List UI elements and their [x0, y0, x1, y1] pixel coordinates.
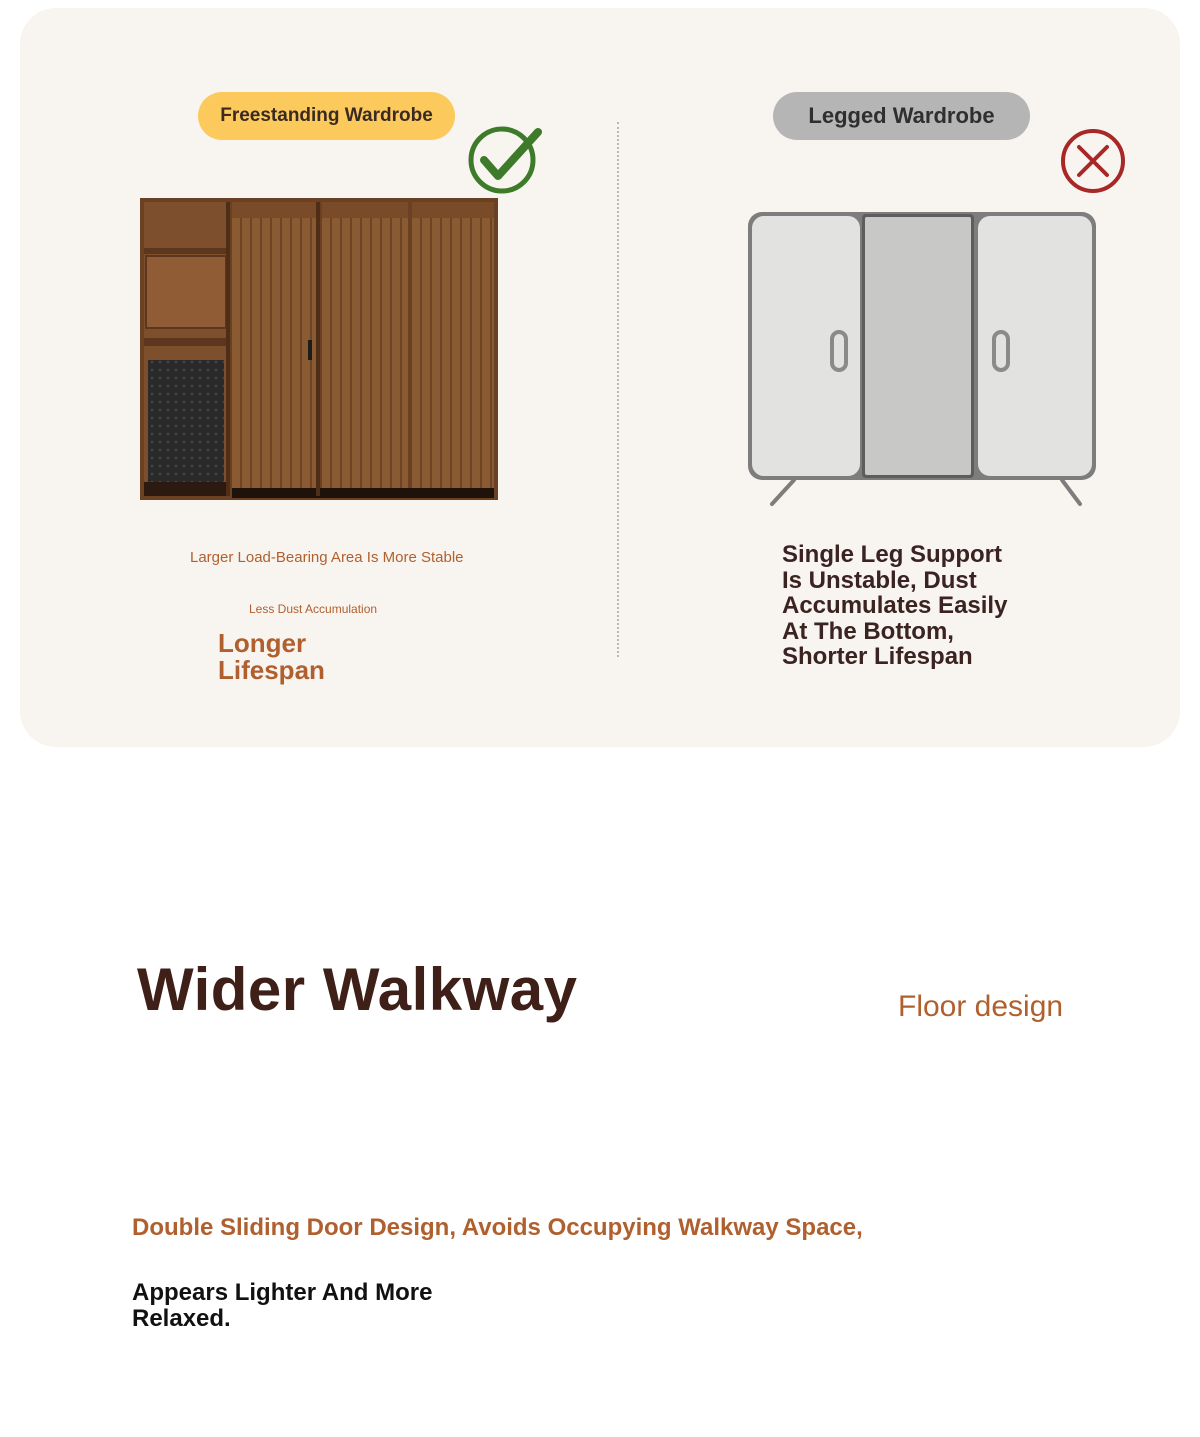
legged-wardrobe-pill	[773, 92, 1030, 140]
freestanding-wardrobe-image	[140, 198, 498, 500]
legged-wardrobe-image	[746, 210, 1098, 510]
legged-drawback-text: Single Leg Support Is Unstable, Dust Accumulates Easily At The Bottom, Shorter Lifespan	[782, 541, 1008, 670]
freestanding-wardrobe-label: Freestanding Wardrobe	[220, 105, 433, 126]
comparison-divider	[617, 122, 619, 657]
dust-benefit-text: Less Dust Accumulation	[249, 602, 378, 616]
lifespan-benefit-text: Longer Lifespan	[218, 628, 325, 685]
description-line-2: Appears Lighter And More Relaxed.	[132, 1279, 433, 1332]
x-circle-icon	[1059, 127, 1127, 195]
check-circle-icon	[468, 126, 544, 196]
section-headline: Wider Walkway	[137, 956, 578, 1023]
stability-benefit-text: Larger Load-Bearing Area Is More Stable	[190, 549, 464, 566]
section-tagline: Floor design	[898, 990, 1064, 1023]
freestanding-wardrobe-pill	[198, 92, 455, 140]
description-line-1: Double Sliding Door Design, Avoids Occupying Walkway Space,	[132, 1214, 863, 1241]
legged-wardrobe-label: Legged Wardrobe	[808, 103, 995, 128]
